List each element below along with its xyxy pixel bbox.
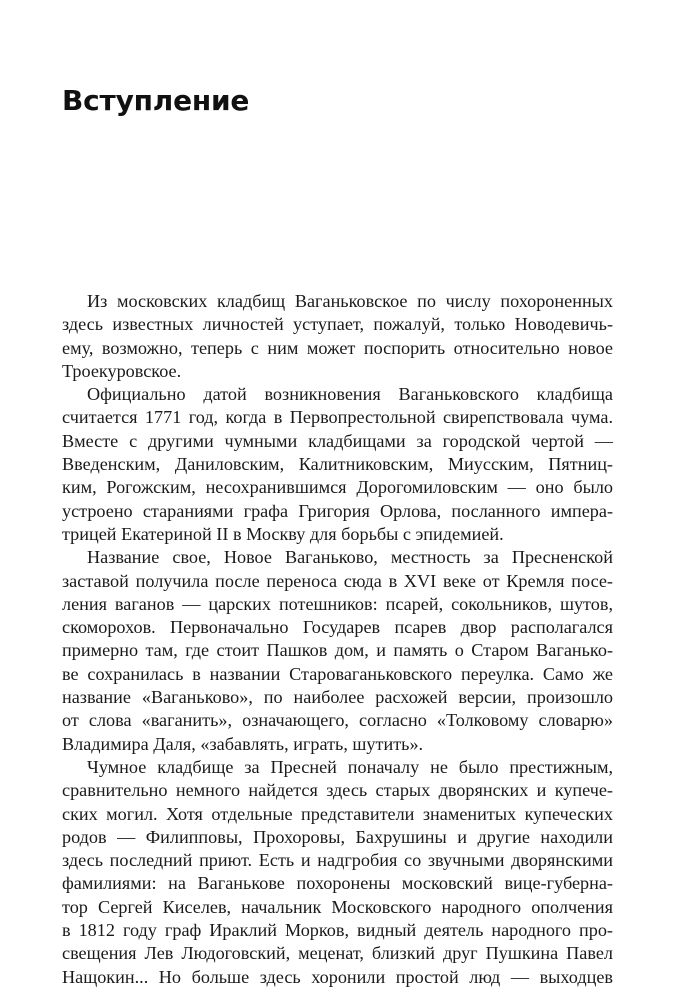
text-line: Нащокин... Но больше здесь хоронили простой люд — выходцев [62,966,613,987]
paragraph [62,290,613,383]
text-line: Из московских кладбищ Ваганьковское по числу похороненных [87,291,613,311]
text-line: фамилиями: на Ваганькове похоронены московский вице-губерна- [62,873,613,894]
text-line: ве сохранилась в названии Староваганьковского переулка. Само же [62,663,613,684]
paragraph [62,383,613,546]
text-line: Владимира Даля, «забавлять, играть, шутить». [62,733,424,754]
text-line: от слова «ваганить», означающего, согласно «Толковому словарю» [62,710,613,731]
text-line: Вместе с другими чумными кладбищами за городской чертой — [62,430,613,451]
text-line: Введенским, Даниловским, Калитниковским, Миусским, Пятниц- [62,454,613,475]
text-line: Официально датой возникновения Ваганьковского кладбища [87,384,613,405]
text-line: ким, Рогожским, несохранившимся Дорогомиловским — оно было [62,477,613,498]
paragraph [62,546,613,756]
text-line: считается 1771 год, когда в Первопрестольной свирепствовала чума. [62,407,613,428]
text-line: тор Сергей Киселев, начальник Московского народного ополчения [62,896,613,917]
text-line: сравнительно немного найдется здесь старых дворянских и купече- [62,780,613,801]
text-line: здесь последний приют. Есть и надгробия со звучными дворянскими [62,850,613,871]
text-line: здесь известных личностей уступает, пожалуй, только Новодевичь- [62,314,613,335]
paragraph [62,756,613,989]
text-line: Чумное кладбище за Пресней поначалу не было престижным, [87,756,613,777]
text-line: скоморохов. Первоначально Государев псарев двор располагался [62,617,613,638]
text-line: устроено стараниями графа Григория Орлова, посланного импера- [62,500,613,521]
text-line: родов — Филипповы, Прохоровы, Бахрушины и другие находили [62,826,613,847]
text-line: примерно там, где стоит Пашков дом, и память о Старом Ваганько- [62,640,613,661]
page-title: Вступление [62,84,250,117]
text-line: ских могил. Хотя отдельные представители знаменитых купеческих [62,803,613,824]
text-line: Название свое, Новое Ваганьково, местность за Пресненской [87,547,613,568]
text-line: трицей Екатериной II в Москву для борьбы с эпидемией. [62,523,504,544]
body-text [62,290,613,989]
text-line: в 1812 году граф Ираклий Морков, видный деятель народного про- [62,920,613,941]
text-line: Троекуровское. [62,360,182,381]
text-line: заставой получила после переноса сюда в XVI веке от Кремля посе- [62,570,613,591]
text-line: ления ваганов — царских потешников: псарей, сокольников, шутов, [62,593,613,614]
text-line: название «Ваганьково», по наиболее расхожей версии, произошло [62,687,613,708]
text-line: свещения Лев Людоговский, меценат, близкий друг Пушкина Павел [62,943,613,964]
text-line: ему, возможно, теперь с ним может поспорить относительно новое [62,337,613,358]
